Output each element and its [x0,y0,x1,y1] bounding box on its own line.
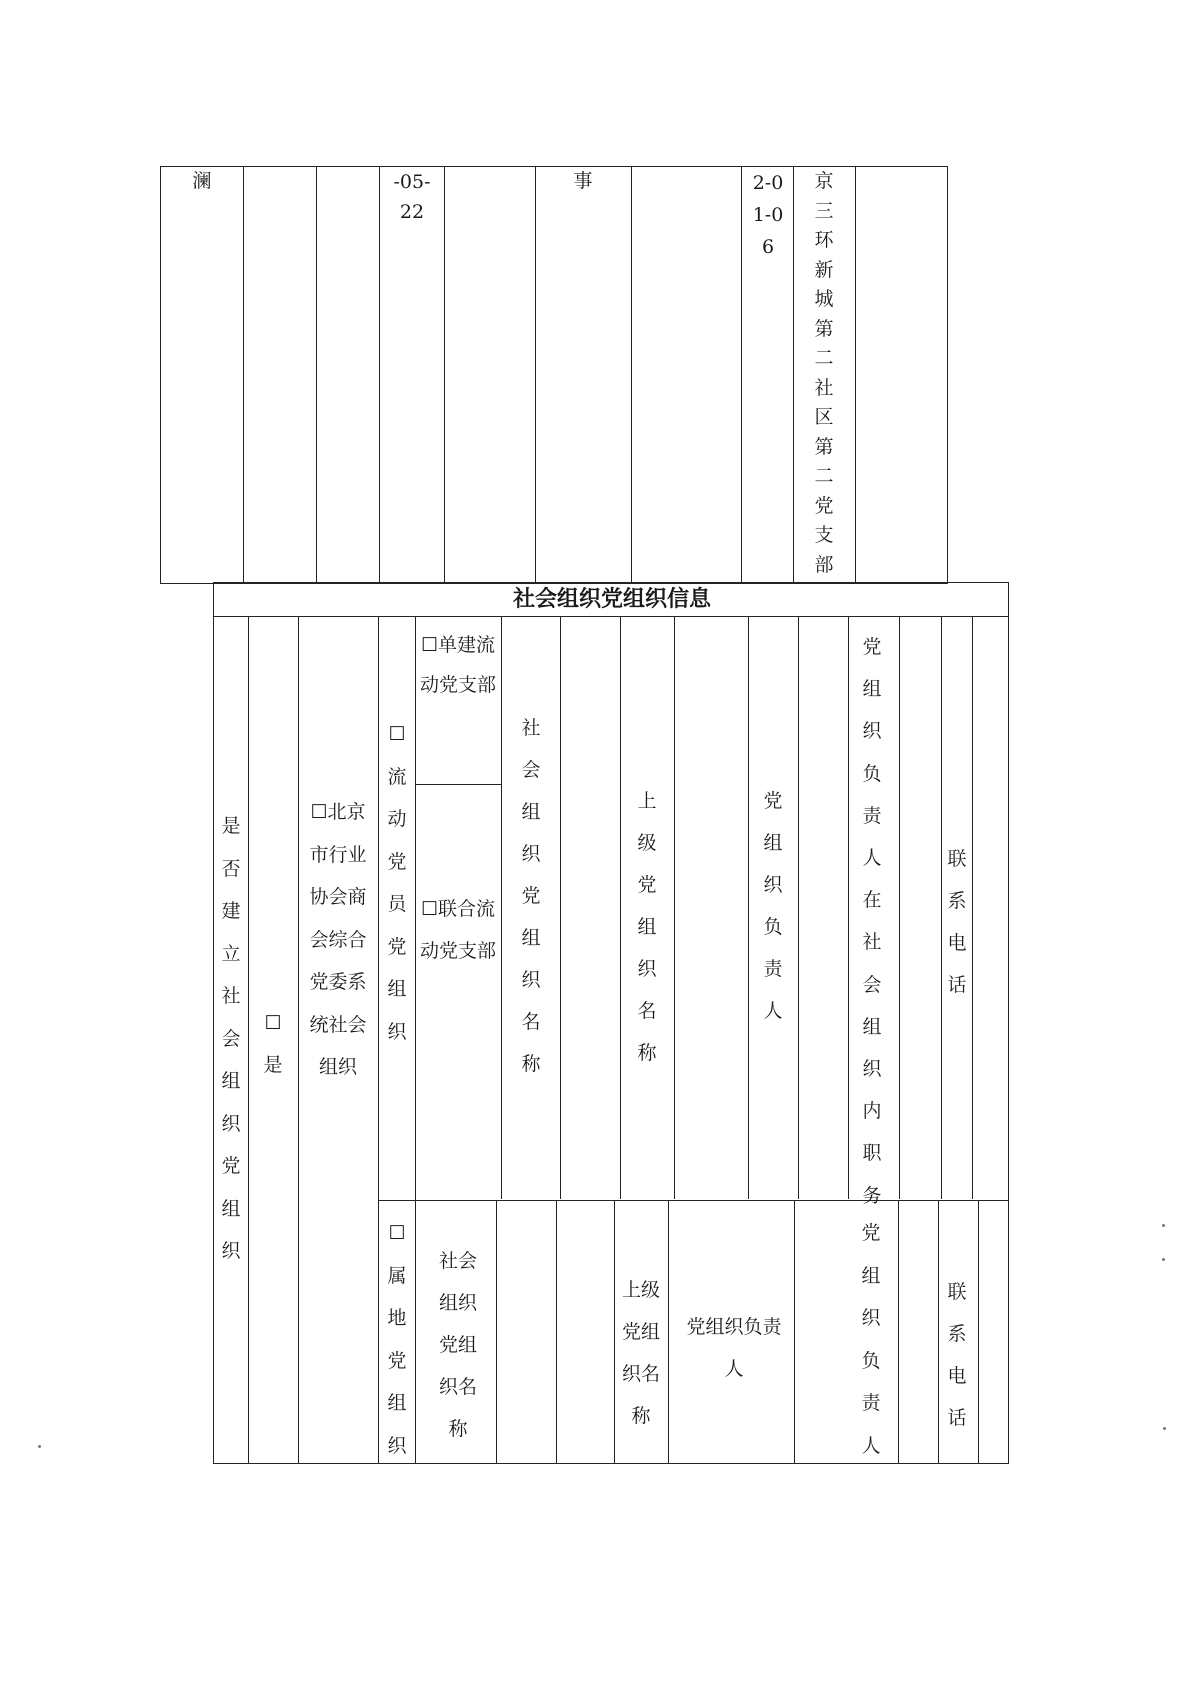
social-org-party-table [213,582,1009,1464]
label-social-org-party-name-2: 社会组织党组织名称 [438,1250,477,1440]
member-table-continued [160,166,948,584]
cell-date-fragment: -05-22 [393,171,431,223]
label-parent-party-org-name: 上级党组织名称 [637,790,657,1064]
option-joint-mobile-branch[interactable]: ☐联合流动党支部 [419,898,496,962]
cell-branch-fragment: 京三环新城第二社区第二党支部 [814,170,834,576]
scan-speck [38,1445,41,1448]
category-option-beijing-association[interactable]: ☐北京市行业协会商会综合党委系统社会组织 [309,801,367,1078]
label-social-org-party-name: 社会组织党组织名称 [521,717,541,1075]
label-party-org-leader: 党组织负责人 [763,790,783,1022]
cell-name-fragment: 澜 [192,170,212,192]
cell-position-fragment: 事 [573,170,593,192]
option-territorial-party-org[interactable]: ☐属地党组织 [387,1222,407,1457]
section-title: 社会组织党组织信息 [512,587,711,612]
scan-speck [1162,1258,1165,1261]
row-label-has-party-org: 是否建立社会组织党组织 [221,815,241,1262]
label-party-org-leader-name-2: 党组织负责人 [861,1222,881,1457]
cell-join-date-fragment: 2-01-06 [752,172,784,258]
label-leader-duty-in-org: 党组织负责人在社会组织内职务 [862,636,882,1207]
label-party-org-leader-2: 党组织负责人 [686,1316,782,1380]
option-mobile-party-org[interactable]: ☐流动党员党组织 [387,723,407,1043]
label-parent-party-org-name-2: 上级党组织名称 [621,1279,660,1427]
scan-speck [1163,1427,1166,1430]
label-contact-phone-2: 联系电话 [947,1281,967,1429]
option-single-mobile-branch[interactable]: ☐单建流动党支部 [419,634,496,696]
option-yes-checkbox[interactable]: ☐是 [263,1012,283,1076]
scan-speck [1162,1224,1165,1227]
label-contact-phone: 联系电话 [947,848,967,996]
